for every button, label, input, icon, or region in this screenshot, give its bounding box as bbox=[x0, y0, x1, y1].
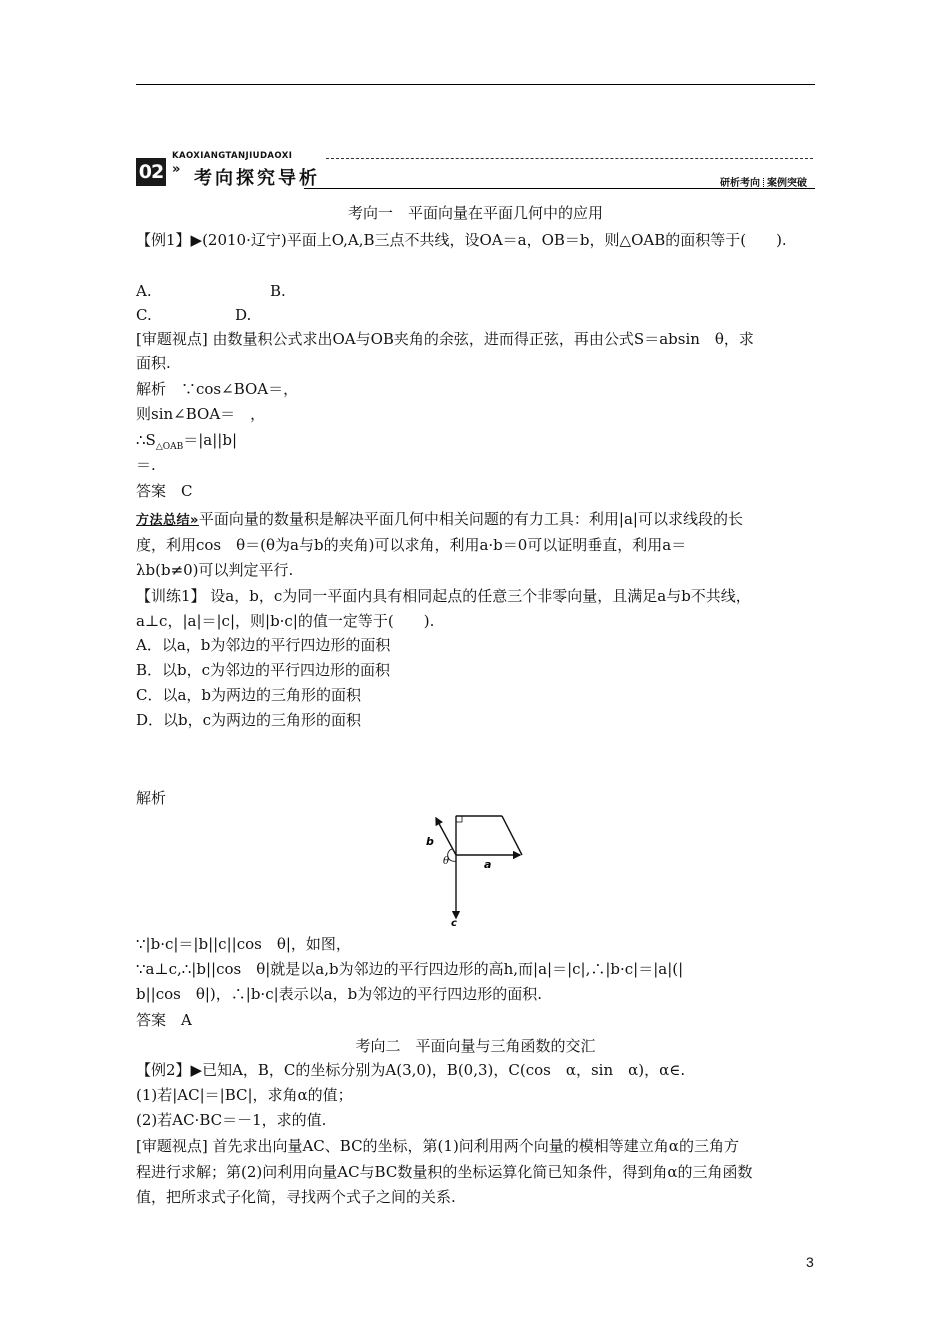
training1-solution-label: 解析 bbox=[136, 789, 167, 807]
vector-b-arrow bbox=[436, 818, 456, 855]
example1-option-d: D. bbox=[235, 306, 252, 324]
figure-label-b: b bbox=[426, 835, 434, 848]
example2-part2: (2)若AC·BC＝－1，求的值. bbox=[136, 1111, 327, 1129]
training1-question-line2: a⊥c，|a|＝|c|，则|b·c|的值一定等于( ). bbox=[136, 612, 435, 630]
area-subscript: △OAB bbox=[155, 442, 184, 452]
training1-solution-line3: b||cos θ|)，∴|b·c|表示以a，b为邻边的平行四边形的面积. bbox=[136, 985, 542, 1003]
banner-subtitle bbox=[720, 174, 807, 189]
example1-solution-line1: 解析 ∵cos∠BOA＝， bbox=[136, 380, 299, 398]
example1-answer: 答案 C bbox=[136, 482, 193, 500]
training1-option-a: A．以a，b为邻边的平行四边形的面积 bbox=[136, 636, 391, 654]
banner-separator bbox=[763, 178, 764, 189]
banner-title: 考向探究导析 bbox=[194, 168, 320, 189]
example1-solution-line4: ＝. bbox=[136, 456, 156, 474]
example1-view-line2: 面积. bbox=[136, 354, 171, 372]
section2-title: 考向二 平面向量与三角函数的交汇 bbox=[355, 1037, 596, 1055]
banner-pinyin: KAOXIANGTANJIUDAOXI bbox=[172, 151, 293, 161]
example2-question: 【例2】▶已知A，B，C的坐标分别为A(3,0)，B(0,3)，C(cos α，sin α)，α∈. bbox=[136, 1061, 686, 1079]
method-summary-line3: λb(b≠0)可以判定平行. bbox=[136, 561, 294, 579]
right-angle-mark bbox=[456, 816, 462, 822]
training1-solution-line1: ∵|b·c|＝|b||c||cos θ|，如图， bbox=[136, 935, 351, 953]
area-formula: ＝|a||b| bbox=[183, 431, 238, 449]
page-number: 3 bbox=[806, 1254, 814, 1270]
parallelogram-right-edge bbox=[502, 816, 522, 855]
training1-answer: 答案 A bbox=[136, 1011, 192, 1029]
parallelogram-figure bbox=[420, 812, 530, 928]
training1-solution-line2: ∵a⊥c,∴|b||cos θ|就是以a,b为邻边的平行四边形的高h,而|a|＝|c|,∴|b·c|＝|a|(| bbox=[136, 960, 684, 978]
example2-view-line3: 值，把所求式子化简，寻找两个式子之间的关系. bbox=[136, 1188, 456, 1206]
training1-option-c: C．以a，b为两边的三角形的面积 bbox=[136, 686, 362, 704]
figure-label-c: c bbox=[451, 918, 457, 928]
example2-view-line2: 程进行求解；第(2)问利用向量AC与BC数量积的坐标运算化简已知条件，得到角α的三角函数 bbox=[136, 1163, 753, 1181]
example1-option-a: A. bbox=[136, 282, 152, 300]
banner-dashed-line bbox=[326, 158, 813, 159]
example1-option-b: B. bbox=[270, 282, 286, 300]
method-summary-line1 bbox=[136, 508, 743, 532]
method-summary-tag: 方法总结» bbox=[136, 513, 199, 528]
chevron-icon: » bbox=[172, 162, 181, 177]
banner-sub-right: 案例突破 bbox=[767, 178, 807, 189]
top-rule bbox=[136, 84, 815, 85]
section-number-badge: 02 bbox=[136, 158, 166, 186]
area-symbol: ∴S bbox=[136, 431, 156, 449]
figure-label-a: a bbox=[484, 858, 492, 871]
training1-option-b: B．以b，c为邻边的平行四边形的面积 bbox=[136, 661, 391, 679]
training1-question-line1: 【训练1】 设a，b，c为同一平面内具有相同起点的任意三个非零向量，且满足a与b不共线， bbox=[136, 587, 751, 605]
section1-title: 考向一 平面向量在平面几何中的应用 bbox=[347, 204, 603, 222]
example1-question: 【例1】▶(2010·辽宁)平面上O,A,B三点不共线，设OA＝a，OB＝b，则△OAB的面积等于( ). bbox=[136, 231, 787, 249]
example1-solution-line2: 则sin∠BOA＝ ， bbox=[136, 405, 266, 423]
example1-option-c: C. bbox=[136, 306, 152, 324]
example2-view-line1: [审题视点] 首先求出向量AC、BC的坐标，第(1)问利用两个向量的模相等建立角α的三角方 bbox=[136, 1137, 739, 1155]
method-summary-line2: 度，利用cos θ＝(θ为a与b的夹角)可以求角，利用a·b＝0可以证明垂直，利用a＝ bbox=[136, 536, 687, 554]
example1-view-line1: [审题视点] 由数量积公式求出OA与OB夹角的余弦，进而得正弦，再由公式S＝absin θ，求 bbox=[136, 330, 754, 348]
training1-option-d: D．以b，c为两边的三角形的面积 bbox=[136, 711, 362, 729]
banner-sub-left: 研析考向 bbox=[720, 178, 760, 189]
example2-part1: (1)若|AC|＝|BC|，求角α的值； bbox=[136, 1086, 353, 1104]
section-banner bbox=[136, 152, 815, 192]
figure-label-theta: θ bbox=[443, 856, 450, 867]
method-summary-text1: 平面向量的数量积是解决平面几何中相关问题的有力工具：利用|a|可以求线段的长 bbox=[198, 510, 743, 528]
